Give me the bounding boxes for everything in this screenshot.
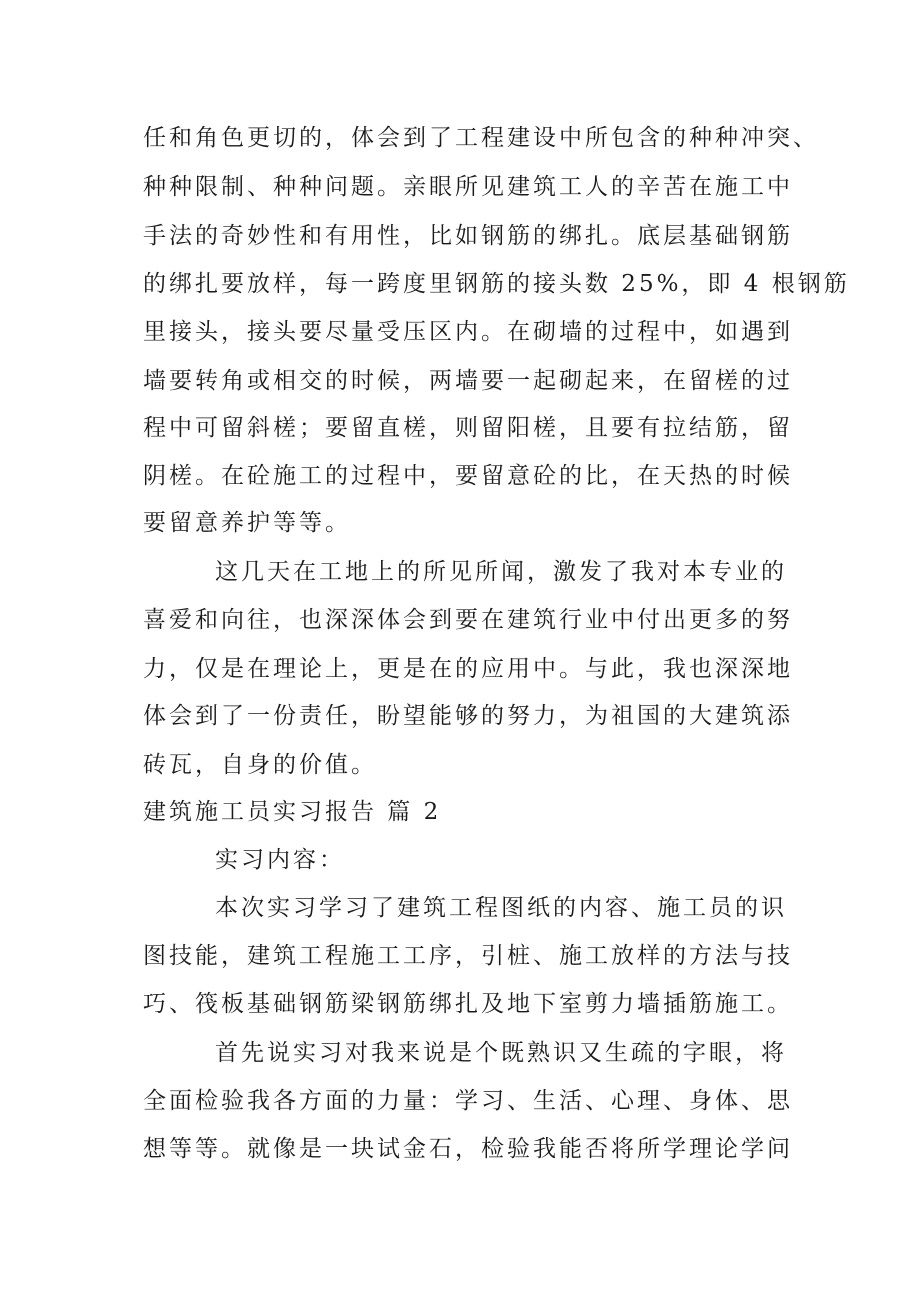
text-line: 全面检验我各方面的力量：学习、生活、心理、身体、思 xyxy=(143,1088,793,1114)
text-line: 首先说实习对我来说是个既熟识又生疏的字眼，将 xyxy=(215,1040,787,1066)
text-line: 种种限制、种种问题。亲眼所见建筑工人的辛苦在施工中 xyxy=(143,174,793,200)
section-title: 建筑施工员实习报告 篇 2 xyxy=(143,799,442,825)
text-line: 喜爱和向往，也深深体会到要在建筑行业中付出更多的努 xyxy=(143,607,793,633)
text-line: 本次实习学习了建筑工程图纸的内容、施工员的识 xyxy=(215,895,787,921)
text-line: 程中可留斜槎；要留直槎，则留阳槎，且要有拉结筋，留 xyxy=(143,415,793,441)
text-line: 的绑扎要放样，每一跨度里钢筋的接头数 25%，即 4 根钢筋 xyxy=(143,271,850,297)
text-line: 想等等。就像是一块试金石，检验我能否将所学理论学问 xyxy=(143,1136,793,1162)
text-line: 这几天在工地上的所见所闻，激发了我对本专业的 xyxy=(215,559,787,585)
text-line: 墙要转角或相交的时候，两墙要一起砌起来，在留槎的过 xyxy=(143,368,793,394)
text-line: 巧、筏板基础钢筋梁钢筋绑扎及地下室剪力墙插筋施工。 xyxy=(143,991,793,1017)
text-line: 里接头，接头要尽量受压区内。在砌墙的过程中，如遇到 xyxy=(143,319,793,345)
text-line: 阴槎。在砼施工的过程中，要留意砼的比，在天热的时候 xyxy=(143,463,793,489)
text-line: 图技能，建筑工程施工工序，引桩、施工放样的方法与技 xyxy=(143,943,793,969)
text-line: 体会到了一份责任，盼望能够的努力，为祖国的大建筑添 xyxy=(143,703,793,729)
text-line: 任和角色更切的，体会到了工程建设中所包含的种种冲突、 xyxy=(143,125,819,151)
subheading: 实习内容： xyxy=(215,847,345,873)
text-line: 力，仅是在理论上，更是在的应用中。与此，我也深深地 xyxy=(143,656,793,682)
text-line: 要留意养护等等。 xyxy=(143,510,351,536)
text-line: 砖瓦，自身的价值。 xyxy=(143,752,377,778)
text-line: 手法的奇妙性和有用性，比如钢筋的绑扎。底层基础钢筋 xyxy=(143,223,793,249)
